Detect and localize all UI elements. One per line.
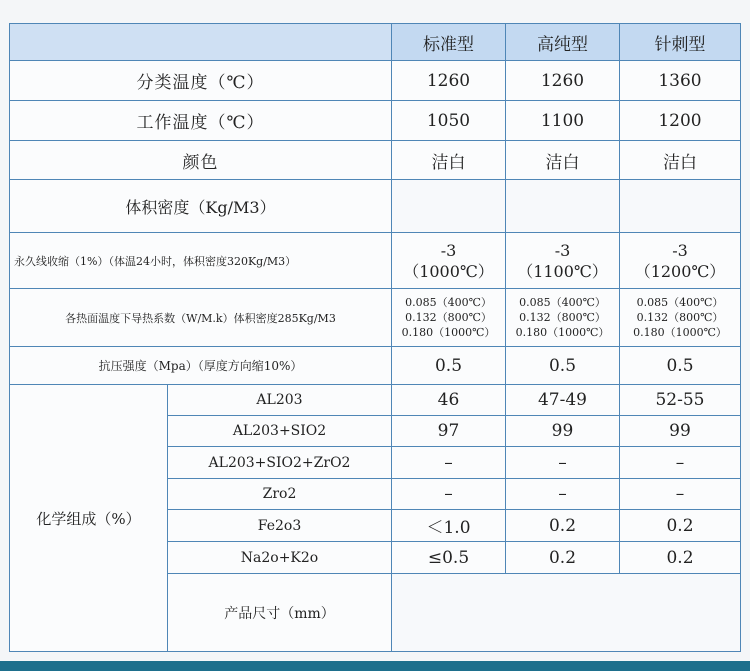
value-color-needled: 洁白 [620,141,741,180]
value-shrinkage-standard [392,233,506,289]
label-product-size: 产品尺寸（mm） [168,574,392,652]
value-classification-standard: 1260 [392,61,506,101]
value-strength-high-purity: 0.5 [506,347,620,385]
shrinkage-value: -3 [440,240,457,260]
label-chemical-composition: 化学组成（%） [10,385,168,652]
value-strength-needled: 0.5 [620,347,741,385]
chem-na2o-k2o-needled: 0.2 [620,542,741,574]
row-thermal-conductivity [10,289,741,347]
chem-al2o3-sio2-needled: 99 [620,416,741,447]
chem-zr-mix-standard: – [392,447,506,479]
shrinkage-temp: （1000℃） [403,261,494,281]
value-strength-standard: 0.5 [392,347,506,385]
label-thermal-conductivity: 各热面温度下导热系数（W/M.k）体积密度285Kg/M3 [10,289,392,347]
chem-name-al2o3-sio2: AL203+SIO2 [168,416,392,447]
conductivity-line: 0.132（800℃） [519,311,606,324]
conductivity-line: 0.180（1000℃） [515,326,610,339]
conductivity-line: 0.085（400℃） [519,296,606,309]
value-density-standard [392,180,506,233]
row-chem-al2o3 [10,385,741,416]
chem-al2o3-standard: 46 [392,385,506,416]
value-conductivity-high-purity [506,289,620,347]
chem-zro2-high-purity: – [506,479,620,510]
row-color [10,141,741,180]
spec-table [9,23,741,652]
label-working-temp: 工作温度（℃） [10,101,392,141]
value-working-high-purity: 1100 [506,101,620,141]
chem-zr-mix-high-purity: – [506,447,620,479]
row-shrinkage [10,233,741,289]
value-working-needled: 1200 [620,101,741,141]
row-bulk-density [10,180,741,233]
value-classification-needled: 1360 [620,61,741,101]
chem-al2o3-high-purity: 47-49 [506,385,620,416]
value-conductivity-standard [392,289,506,347]
label-bulk-density: 体积密度（Kg/M3） [10,180,392,233]
chem-zro2-needled: – [620,479,741,510]
chem-zr-mix-needled: – [620,447,741,479]
chem-na2o-k2o-high-purity: 0.2 [506,542,620,574]
chem-fe2o3-high-purity: 0.2 [506,510,620,542]
chem-na2o-k2o-standard: ≤0.5 [392,542,506,574]
value-classification-high-purity: 1260 [506,61,620,101]
row-classification-temp [10,61,741,101]
shrinkage-temp: （1200℃） [634,261,726,281]
value-density-high-purity [506,180,620,233]
conductivity-line: 0.180（1000℃） [401,326,496,339]
value-density-needled [620,180,741,233]
shrinkage-temp: （1100℃） [517,261,608,281]
row-compressive-strength [10,347,741,385]
chem-name-al2o3: AL203 [168,385,392,416]
value-shrinkage-needled [620,233,741,289]
conductivity-line: 0.132（800℃） [405,311,492,324]
value-color-high-purity: 洁白 [506,141,620,180]
conductivity-line: 0.132（800℃） [636,311,724,324]
chem-fe2o3-needled: 0.2 [620,510,741,542]
product-size-value [392,574,741,652]
header-row [10,24,741,61]
conductivity-line: 0.085（400℃） [405,296,492,309]
bottom-bar [0,661,750,671]
chem-al2o3-needled: 52-55 [620,385,741,416]
chem-al2o3-sio2-standard: 97 [392,416,506,447]
chem-fe2o3-standard: ＜1.0 [392,510,506,542]
label-shrinkage: 永久线收缩（1%）（体温24小时，体积密度320Kg/M3） [10,233,392,289]
chem-name-na2o-k2o: Na2o+K2o [168,542,392,574]
shrinkage-value: -3 [672,240,688,260]
chem-zro2-standard: – [392,479,506,510]
chem-al2o3-sio2-high-purity: 99 [506,416,620,447]
header-needled: 针刺型 [620,24,741,61]
chem-name-al2o3-sio2-zro2: AL203+SIO2+ZrO2 [168,447,392,479]
value-working-standard: 1050 [392,101,506,141]
header-standard: 标准型 [392,24,506,61]
label-compressive-strength: 抗压强度（Mpa）（厚度方向缩10%） [10,347,392,385]
header-high-purity: 高纯型 [506,24,620,61]
header-blank-cell [10,24,392,61]
value-conductivity-needled [620,289,741,347]
shrinkage-value: -3 [554,240,571,260]
label-classification-temp: 分类温度（℃） [10,61,392,101]
conductivity-line: 0.180（1000℃） [633,326,727,339]
row-working-temp [10,101,741,141]
chem-name-fe2o3: Fe2o3 [168,510,392,542]
conductivity-line: 0.085（400℃） [636,296,724,309]
value-color-standard: 洁白 [392,141,506,180]
chem-name-zro2: Zro2 [168,479,392,510]
value-shrinkage-high-purity [506,233,620,289]
label-color: 颜色 [10,141,392,180]
